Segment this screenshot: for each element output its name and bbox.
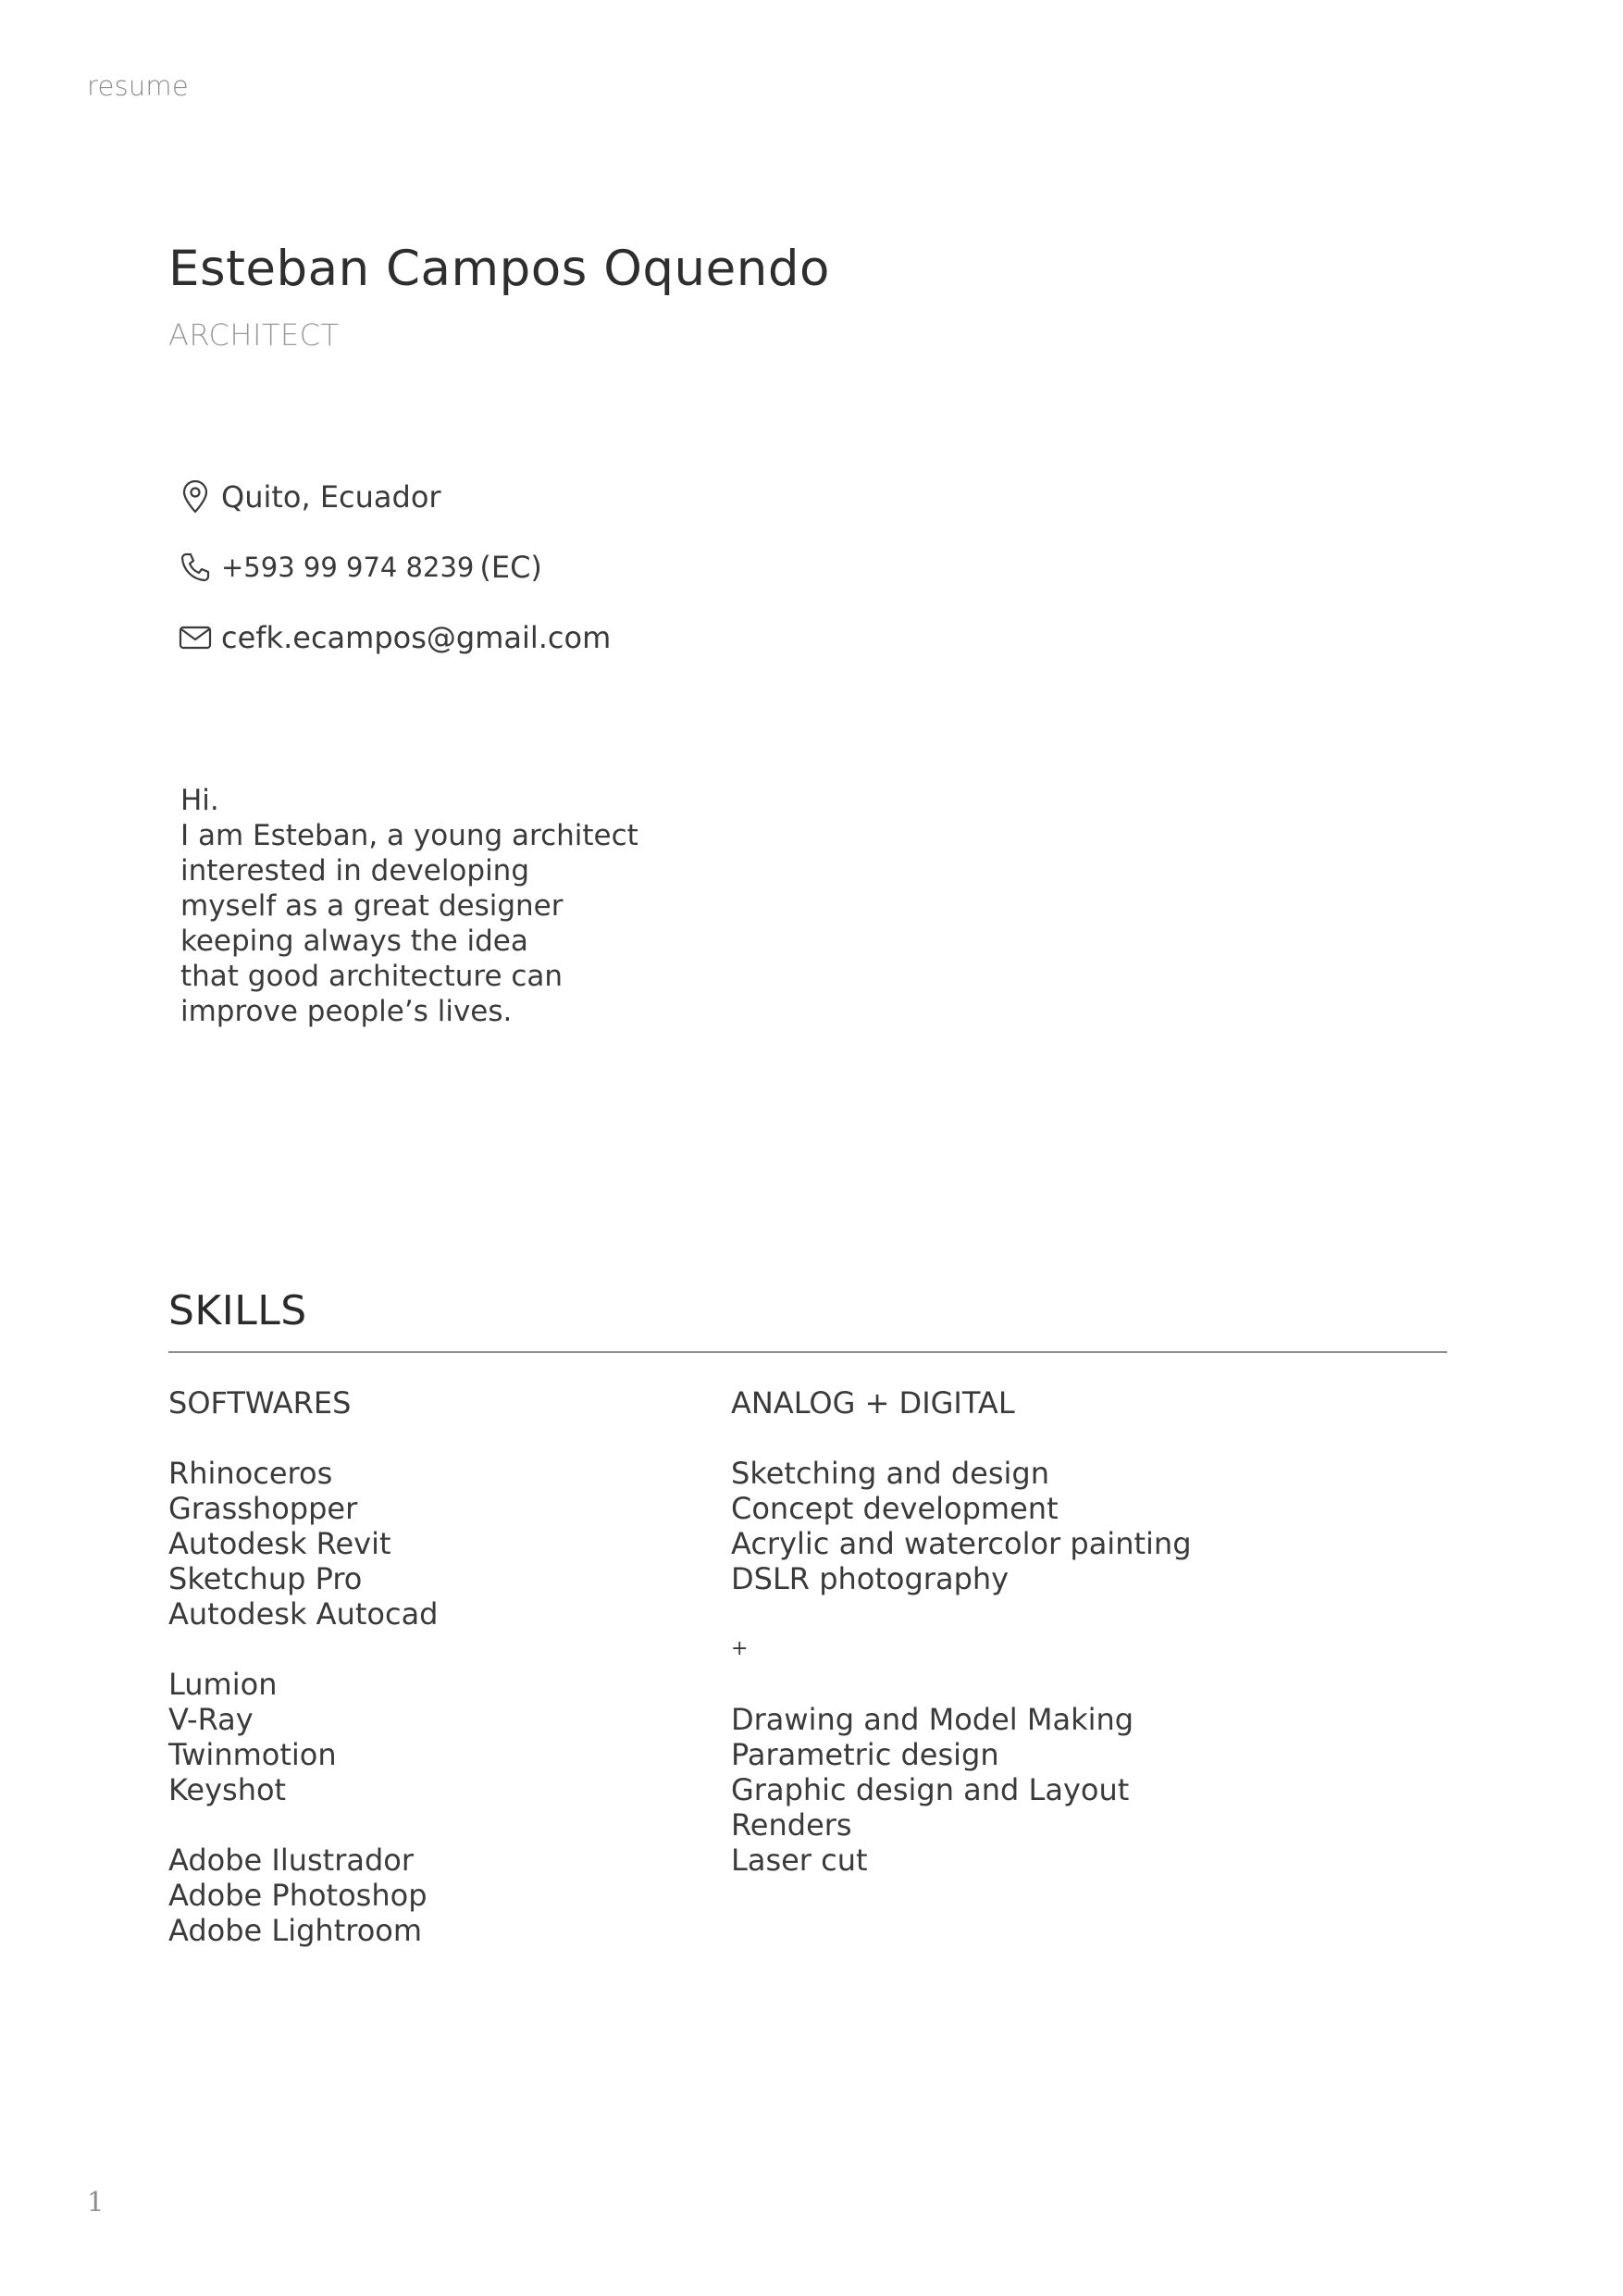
skill-item: Grasshopper: [168, 1491, 358, 1526]
contact-phone-country: (EC): [479, 550, 542, 585]
skill-item: Rhinoceros: [168, 1456, 333, 1491]
skill-item: Keyshot: [168, 1772, 287, 1807]
phone-icon: [179, 551, 212, 584]
intro-line: interested in developing: [180, 854, 530, 887]
skill-item: Adobe Photoshop: [168, 1878, 427, 1913]
contact-email: [179, 620, 611, 655]
skill-item: Graphic design and Layout: [731, 1772, 1130, 1807]
skill-item: Sketchup Pro: [168, 1561, 363, 1596]
page-number: 1: [87, 2186, 105, 2217]
skill-item: Adobe Ilustrador: [168, 1843, 415, 1878]
skill-item: Autodesk Revit: [168, 1526, 391, 1561]
contact-phone-number: +593 99 974 8239: [221, 552, 475, 583]
contact-phone: [179, 550, 542, 585]
mail-icon: [179, 621, 212, 654]
softwares-column: [168, 1385, 438, 1948]
skill-group-separator: +: [731, 1637, 749, 1660]
skill-item: Parametric design: [731, 1737, 999, 1772]
skill-item: Adobe Lightroom: [168, 1913, 423, 1948]
skill-item: Drawing and Model Making: [731, 1702, 1134, 1737]
skill-item: Lumion: [168, 1667, 278, 1702]
intro-line: myself as a great designer: [180, 889, 564, 923]
skill-item: Autodesk Autocad: [168, 1596, 439, 1632]
intro-line: improve people’s lives.: [180, 995, 513, 1028]
job-title: ARCHITECT: [168, 317, 340, 353]
intro-line: I am Esteban, a young architect: [180, 819, 638, 852]
analog-digital-heading: ANALOG + DIGITAL: [731, 1385, 1015, 1421]
intro-line: keeping always the idea: [180, 925, 528, 958]
skill-item: Renders: [731, 1807, 852, 1843]
skill-item: Sketching and design: [731, 1456, 1049, 1491]
intro-paragraph: [180, 783, 638, 1029]
skill-item: Twinmotion: [168, 1737, 337, 1772]
analog-digital-column: [731, 1385, 1192, 1878]
skills-section-title: SKILLS: [168, 1287, 307, 1334]
softwares-heading: SOFTWARES: [168, 1385, 352, 1421]
skill-item: Laser cut: [731, 1843, 868, 1878]
skill-item: V-Ray: [168, 1702, 254, 1737]
skill-item: Concept development: [731, 1491, 1059, 1526]
contact-email-text: cefk.ecampos@gmail.com: [221, 620, 612, 655]
intro-line: Hi.: [180, 784, 219, 817]
skill-item: Acrylic and watercolor painting: [731, 1526, 1192, 1561]
document-header-label: resume: [87, 70, 189, 102]
skill-item: DSLR photography: [731, 1561, 1010, 1596]
section-divider: [168, 1351, 1447, 1353]
location-pin-icon: [179, 480, 212, 514]
contact-location-text: Quito, Ecuador: [221, 479, 441, 515]
person-name: Esteban Campos Oquendo: [168, 241, 830, 297]
contact-location: [179, 479, 441, 515]
intro-line: that good architecture can: [180, 960, 564, 993]
